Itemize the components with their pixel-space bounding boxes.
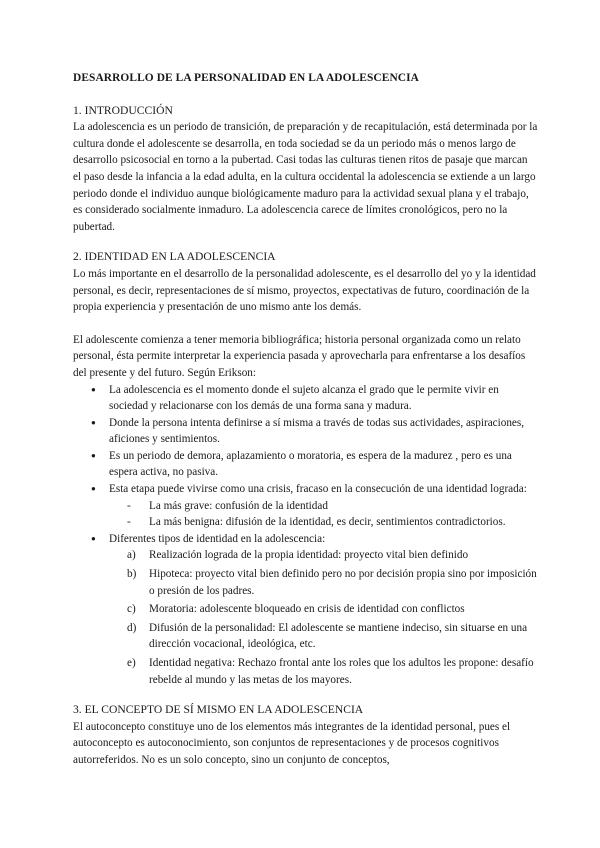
- bullet-text: La adolescencia es el momento donde el sujeto alcanza el grado que le permite vivir en sociedad y relacionarse con los demás de una forma sana y madura.: [109, 383, 499, 413]
- section-heading-3: 3. EL CONCEPTO DE SÍ MISMO EN LA ADOLESCENCIA: [73, 703, 364, 717]
- bullet-text: Diferentes tipos de identidad en la adolescencia:: [109, 532, 326, 545]
- identity-paragraph-1: Lo más importante en el desarrollo de la personalidad adolescente, es el desarrollo del yo y la identidad personal, es decir, representaciones de sí mismo, proyectos, expectativas de futuro, coordinación de la propia experiencia y presentación de uno mismo ante los demás.: [73, 267, 536, 314]
- crisis-dash-list: [109, 498, 538, 531]
- list-item: [127, 547, 538, 564]
- item-text: Difusión de la personalidad: El adolescente se mantiene indeciso, sin situarse en una dirección vocacional, ideológica, etc.: [149, 621, 528, 651]
- bullet-text: Donde la persona intenta definirse a sí misma a través de todas sus actividades, aspiraciones, aficiones y sentimientos.: [109, 416, 525, 446]
- list-item: [127, 601, 538, 618]
- list-marker: d): [127, 621, 137, 634]
- section-spacer: [73, 690, 538, 702]
- list-item: [127, 566, 538, 599]
- list-item: [91, 448, 538, 481]
- list-item: [91, 481, 538, 531]
- bullet-text: Es un periodo de demora, aplazamiento o moratoria, es espera de la madurez , pero es una espera activa, no pasiva.: [109, 449, 512, 479]
- list-marker: c): [127, 603, 136, 616]
- document-title: DESARROLLO DE LA PERSONALIDAD EN LA ADOLESCENCIA: [73, 72, 419, 84]
- list-item: [91, 531, 538, 688]
- list-item: [127, 655, 538, 688]
- list-item: [127, 498, 538, 515]
- section-concepto: [73, 702, 538, 768]
- item-text: Hipoteca: proyecto vital bien definido pero no por decisión propia sino por imposición o presión de los padres.: [149, 568, 537, 597]
- section-heading-1: 1. INTRODUCCIÓN: [73, 103, 173, 117]
- list-marker: e): [127, 657, 136, 669]
- list-marker: a): [127, 549, 136, 562]
- list-marker: b): [127, 568, 137, 581]
- identity-paragraph-2: El adolescente comienza a tener memoria bibliográfica; historia personal organizada como un relato personal, ésta permite interpretar la experiencia pasada y aprovecharla para enfrentarse a los desafíos del presente y del futuro. Según Erikson:: [73, 333, 526, 379]
- bullet-text: Esta etapa puede vivirse como una crisis, fracaso en la consecución de una identidad lograda:: [109, 483, 527, 496]
- identity-types-list: [109, 547, 538, 688]
- section-introduccion: [73, 103, 538, 236]
- erikson-bullet-list: [73, 382, 538, 689]
- list-item: [91, 382, 538, 415]
- list-item: [127, 620, 538, 653]
- dash-text: La más benigna: difusión de la identidad, es decir, sentimientos contradictorios.: [149, 516, 506, 529]
- section-identidad: [73, 249, 538, 688]
- item-text: Realización lograda de la propia identidad: proyecto vital bien definido: [149, 549, 469, 562]
- section-heading-2: 2. IDENTIDAD EN LA ADOLESCENCIA: [73, 250, 276, 264]
- item-text: Moratoria: adolescente bloqueado en crisis de identidad con conflictos: [149, 603, 465, 616]
- self-concept-paragraph: El autoconcepto constituye uno de los elementos más integrantes de la identidad personal, pues el autoconcepto es autoconocimiento, son conjuntos de representaciones y de procesos cognitivos autorreferidos. No es un solo concepto, sino un conjunto de conceptos,: [73, 720, 511, 766]
- item-text: Identidad negativa: Rechazo frontal ante los roles que los adultos les propone: desafío rebelde al mundo y las metas de los mayores.: [149, 657, 534, 686]
- dash-text: La más grave: confusión de la identidad: [149, 499, 328, 512]
- list-item: [127, 514, 538, 531]
- intro-paragraph: La adolescencia es un periodo de transición, de preparación y de recapitulación, está determinada por la cultura donde el adolescente se desarrolla, en toda sociedad se da un periodo más o menos largo de desarrollo psicosocial en torno a la pubertad. Casi todas las culturas tienen ritos de pasaje que marcan el paso desde la infancia a la edad adulta, en la cultura occidental la adolescencia se extiende a un largo periodo donde el individuo aunque biológicamente maduro para la actividad sexual plana y el trabajo, es considerado socialmente inmaduro. La adolescencia carece de límites cronológicos, pero no la pubertad.: [73, 121, 538, 233]
- list-item: [91, 415, 538, 448]
